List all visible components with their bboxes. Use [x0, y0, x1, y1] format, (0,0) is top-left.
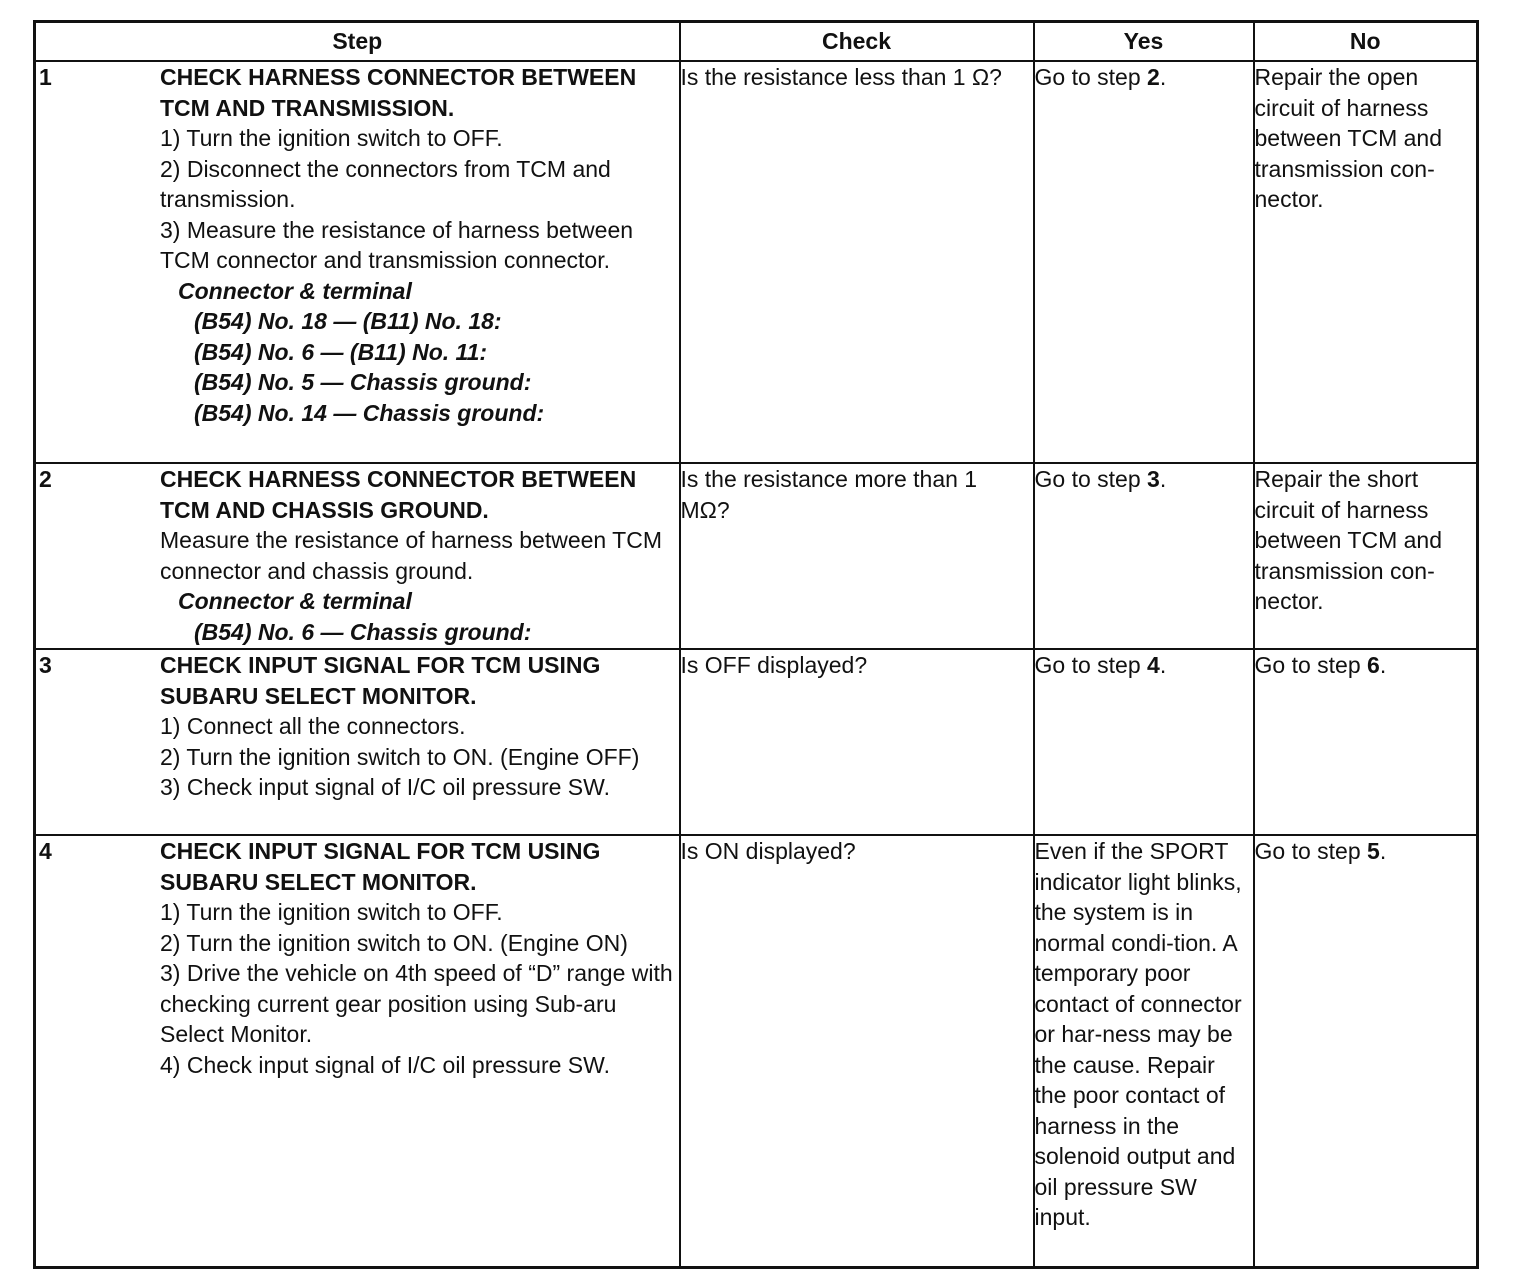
- header-row: [35, 22, 1478, 62]
- step-number: 3: [39, 652, 52, 678]
- check-cell: Is the resistance less than 1 Ω?: [680, 61, 1034, 463]
- no-cell: Repair the short circuit of harness between TCM and transmission con-nector.: [1254, 463, 1478, 649]
- table-row: [35, 835, 1478, 1267]
- table-row: [35, 61, 1478, 463]
- terminal-spec: (B54) No. 18 — (B11) No. 18:: [194, 308, 502, 334]
- diagnostic-table: [33, 20, 1479, 1269]
- yes-text: Go to step: [1034, 652, 1148, 678]
- check-cell: Is OFF displayed?: [680, 649, 1034, 835]
- yes-cell: [1034, 61, 1254, 463]
- header-check: Check: [680, 22, 1034, 62]
- check-cell: Is ON displayed?: [680, 835, 1034, 1267]
- step-title: CHECK HARNESS CONNECTOR BETWEEN TCM AND TRANSMISSION.: [160, 64, 637, 121]
- no-cell: [1254, 835, 1478, 1267]
- step-line: 3) Drive the vehicle on 4th speed of “D” range with checking current gear position using Sub-aru Select Monitor.: [160, 960, 673, 1047]
- yes-cell: Even if the SPORT indicator light blinks, the system is in normal condi-tion. A temporary poor contact of connector or har-ness may be the cause. Repair the poor contact of harness in the solenoid output and oil pressure SW input.: [1034, 835, 1254, 1267]
- step-line: 4) Check input signal of I/C oil pressure SW.: [160, 1051, 610, 1078]
- table-row: [35, 463, 1478, 649]
- yes-post: .: [1159, 64, 1167, 90]
- yes-text: Go to step: [1034, 466, 1148, 492]
- connector-terminal-label: Connector & terminal: [178, 277, 412, 304]
- step-line: 2) Turn the ignition switch to ON. (Engine ON): [160, 929, 628, 956]
- header-step: Step: [35, 22, 680, 62]
- header-no: No: [1254, 22, 1478, 62]
- yes-cell: [1034, 649, 1254, 835]
- no-post: .: [1379, 652, 1387, 678]
- header-yes: Yes: [1034, 22, 1254, 62]
- step-number: 1: [39, 64, 52, 90]
- step-line: 3) Check input signal of I/C oil pressure SW.: [160, 774, 610, 800]
- yes-post: .: [1159, 652, 1167, 678]
- check-cell: Is the resistance more than 1 MΩ?: [680, 463, 1034, 649]
- step-line: Measure the resistance of harness between TCM connector and chassis ground.: [160, 527, 662, 584]
- step-number: 4: [39, 838, 52, 864]
- yes-step-ref: 3: [1147, 466, 1160, 492]
- yes-step-ref: 2: [1147, 64, 1160, 90]
- step-line: 1) Connect all the connectors.: [160, 713, 466, 739]
- no-text: Go to step: [1254, 838, 1368, 864]
- yes-step-ref: 4: [1147, 652, 1160, 678]
- step-title: CHECK HARNESS CONNECTOR BETWEEN TCM AND CHASSIS GROUND.: [160, 466, 637, 523]
- connector-terminal-label: Connector & terminal: [178, 588, 412, 614]
- step-cell: [35, 649, 680, 835]
- no-cell: [1254, 649, 1478, 835]
- step-cell: [35, 463, 680, 649]
- step-cell: [35, 61, 680, 463]
- step-line: 1) Turn the ignition switch to OFF.: [160, 899, 503, 925]
- terminal-spec: (B54) No. 5 — Chassis ground:: [194, 369, 532, 395]
- yes-post: .: [1159, 466, 1167, 492]
- terminal-spec: (B54) No. 6 — Chassis ground:: [194, 618, 532, 645]
- step-title: CHECK INPUT SIGNAL FOR TCM USING SUBARU SELECT MONITOR.: [160, 838, 601, 895]
- terminal-spec: (B54) No. 6 — (B11) No. 11:: [194, 338, 488, 365]
- no-cell: Repair the open circuit of harness between TCM and transmission con-nector.: [1254, 61, 1478, 463]
- step-line: 2) Turn the ignition switch to ON. (Engine OFF): [160, 743, 640, 770]
- step-content: [160, 650, 679, 803]
- no-step-ref: 6: [1367, 652, 1380, 678]
- yes-cell: [1034, 463, 1254, 649]
- step-content: [160, 62, 679, 428]
- step-content: [160, 836, 679, 1080]
- step-line: 2) Disconnect the connectors from TCM and transmission.: [160, 155, 611, 212]
- no-step-ref: 5: [1367, 838, 1380, 864]
- no-text: Go to step: [1254, 652, 1368, 678]
- step-title: CHECK INPUT SIGNAL FOR TCM USING SUBARU SELECT MONITOR.: [160, 652, 601, 709]
- step-cell: [35, 835, 680, 1267]
- yes-text: Go to step: [1034, 64, 1148, 90]
- terminal-spec: (B54) No. 14 — Chassis ground:: [194, 399, 545, 426]
- step-content: [160, 464, 679, 647]
- step-line: 3) Measure the resistance of harness between TCM connector and transmission connector.: [160, 216, 634, 273]
- step-number: 2: [39, 466, 52, 492]
- step-line: 1) Turn the ignition switch to OFF.: [160, 125, 503, 151]
- no-post: .: [1379, 838, 1387, 864]
- table-row: [35, 649, 1478, 835]
